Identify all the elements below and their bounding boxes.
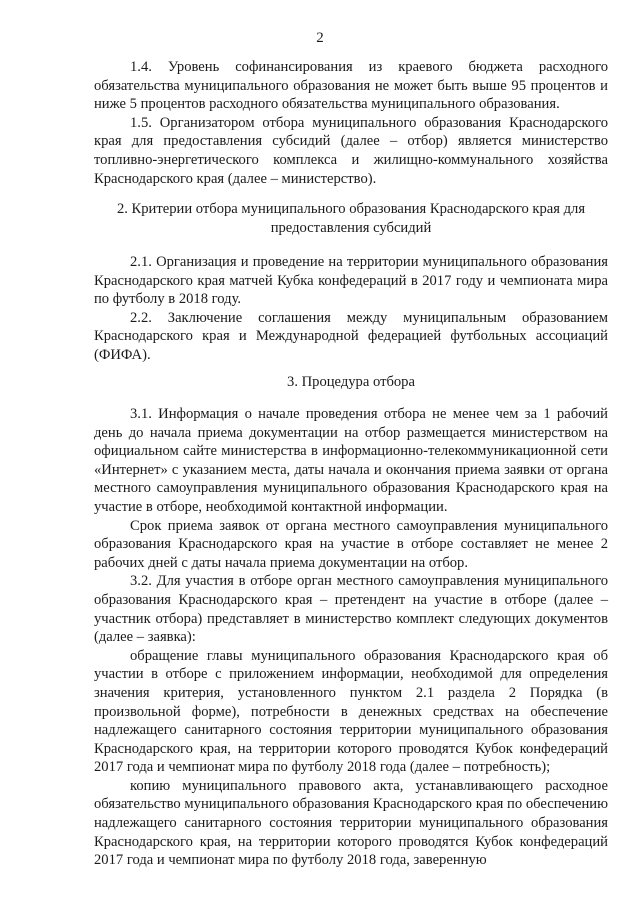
section-2-body bbox=[94, 253, 608, 365]
paragraph-1-4: 1.4. Уровень софинансирования из краевого бюджета расходного обязательства муниципального образования не может быть выше 95 процентов и ниже 5 процентов расходного обязательства муниципального образования. bbox=[94, 59, 608, 113]
paragraph-legal-act: копию муниципального правового акта, устанавливающего расходное обязательство муниципального образования Краснодарского края по обеспечению надлежащего санитарного состояния территории муниципального образования Краснодарского края, на территории которого проводятся Кубок конфедераций 2017 года и чемпионат мира по футболу 2018 года, заверенную bbox=[94, 777, 608, 869]
paragraph-deadline: Срок приема заявок от органа местного самоуправления муниципального образования Краснодарского края на участие в отборе составляет не менее 2 рабочих дней с даты начала приема документации на отбор. bbox=[94, 517, 608, 571]
paragraph-3-2: 3.2. Для участия в отборе орган местного самоуправления муниципального образования Краснодарского края – претендент на участие в отборе (далее – участник отбора) представляет в министерство комплект следующих документов (далее – заявка): bbox=[94, 573, 608, 646]
section-3-title: 3. Процедура отбора bbox=[287, 374, 415, 390]
paragraph-2-1: 2.1. Организация и проведение на территории муниципального образования Краснодарского края матчей Кубка конфедераций в 2017 году и чемпионата мира по футболу в 2018 году. bbox=[94, 254, 608, 308]
section-3-body bbox=[94, 405, 608, 870]
section-1-tail bbox=[94, 58, 608, 188]
section-2-title: 2. Критерии отбора муниципального образования Краснодарского края для предоставления субсидий bbox=[116, 201, 586, 236]
paragraph-2-2: 2.2. Заключение соглашения между муниципальным образованием Краснодарского края и Международной федерацией футбольных ассоциаций (ФИФА). bbox=[94, 309, 608, 363]
paragraph-3-1: 3.1. Информация о начале проведения отбора не менее чем за 1 рабочий день до начала приема документации на отбор размещается министерством на официальном сайте министерства в информационно-телекоммуникационной сети «Интернет» с указанием места, даты начала и окончания приема заявки от органа местного самоуправления муниципального образования Краснодарского края на участие в отборе, необходимой контактной информации. bbox=[94, 406, 608, 515]
paragraph-1-5: 1.5. Организатором отбора муниципального образования Краснодарского края для предоставления субсидий (далее – отбор) является министерство топливно-энергетического комплекса и жилищно-коммунального хозяйства Краснодарского края (далее – министерство). bbox=[94, 114, 608, 187]
page-number: 2 bbox=[316, 30, 324, 46]
paragraph-request: обращение главы муниципального образования Краснодарского края об участии в отборе с приложением информации, необходимой для определения значения критерия, установленного пунктом 2.1 раздела 2 Порядка (в произвольной форме), потребности в денежных средствах на обеспечение надлежащего санитарного состояния территории муниципального образования Краснодарского края, на территории которого проводятся Кубок конфедераций 2017 года и чемпионат мира по футболу 2018 года (далее – потребность); bbox=[94, 647, 608, 776]
